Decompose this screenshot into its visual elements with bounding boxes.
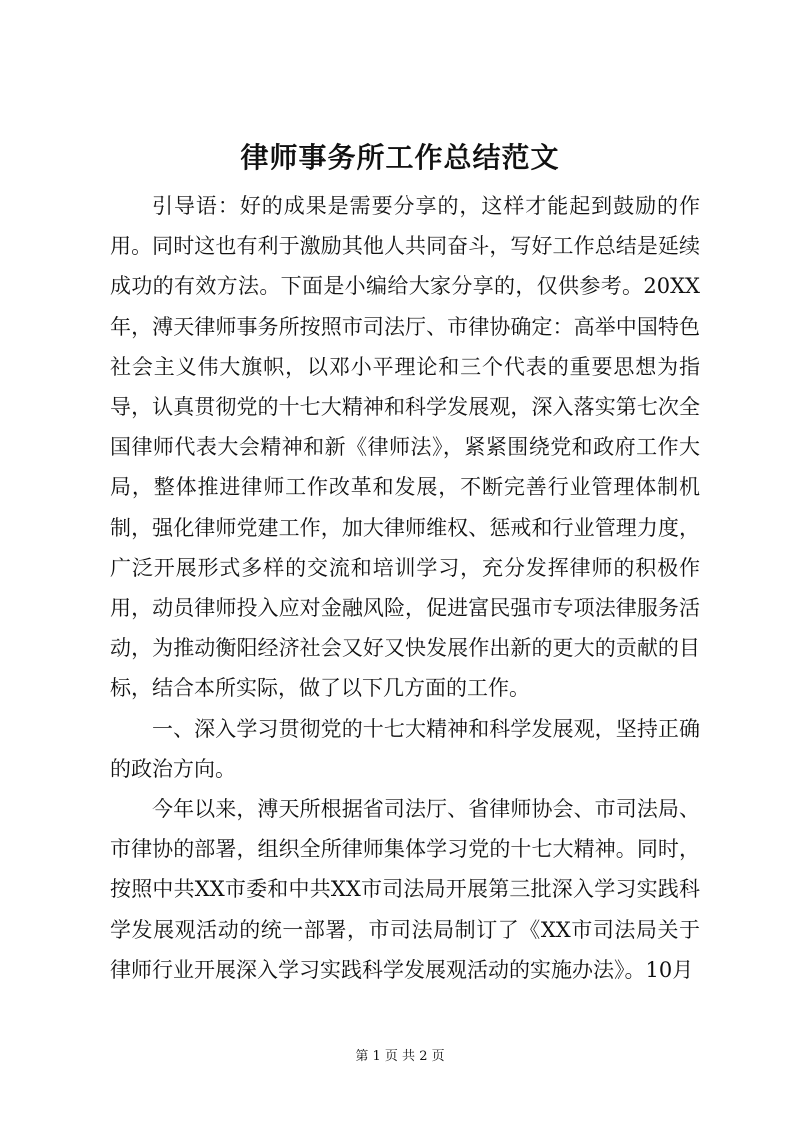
document-title: 律师事务所工作总结范文 xyxy=(240,141,560,174)
paragraph-intro: 引导语：好的成果是需要分享的，这样才能起到鼓励的作用。同时这也有利于激励其他人共同奋斗，写好工作总结是延续成功的有效方法。下面是小编给大家分享的，仅供参考。20XX年，溥天律师事务所按照市司法厅、市律协确定：高举中国特色社会主义伟大旗帜，以邓小平理论和三个代表的重要思想为指导，认真贯彻党的十七大精神和科学发展观，深入落实第七次全国律师代表大会精神和新《律师法》，紧紧围绕党和政府工作大局，整体推进律师工作改革和发展，不断完善行业管理体制机制，强化律师党建工作，加大律师维权、惩戒和行业管理力度，广泛开展形式多样的交流和培训学习，充分发挥律师的积极作用，动员律师投入应对金融风险，促进富民强市专项法律服务活动，为推动衡阳经济社会又好又快发展作出新的更大的贡献的目标，结合本所实际，做了以下几方面的工作。 xyxy=(110,194,700,701)
document-body xyxy=(110,186,700,990)
paragraph-section-heading: 一、深入学习贯彻党的十七大精神和科学发展观，坚持正确的政治方向。 xyxy=(110,716,700,781)
paragraph-body: 今年以来，溥天所根据省司法厅、省律师协会、市司法局、市律协的部署，组织全所律师集体学习党的十七大精神。同时，按照中共XX市委和中共XX市司法局开展第三批深入学习实践科学发展观活动的统一部署，市司法局制订了《XX市司法局关于律师行业开展深入学习实践科学发展观活动的实施办法》。10月 xyxy=(110,797,700,982)
page-footer: 第 1 页 共 2 页 xyxy=(355,1049,445,1064)
